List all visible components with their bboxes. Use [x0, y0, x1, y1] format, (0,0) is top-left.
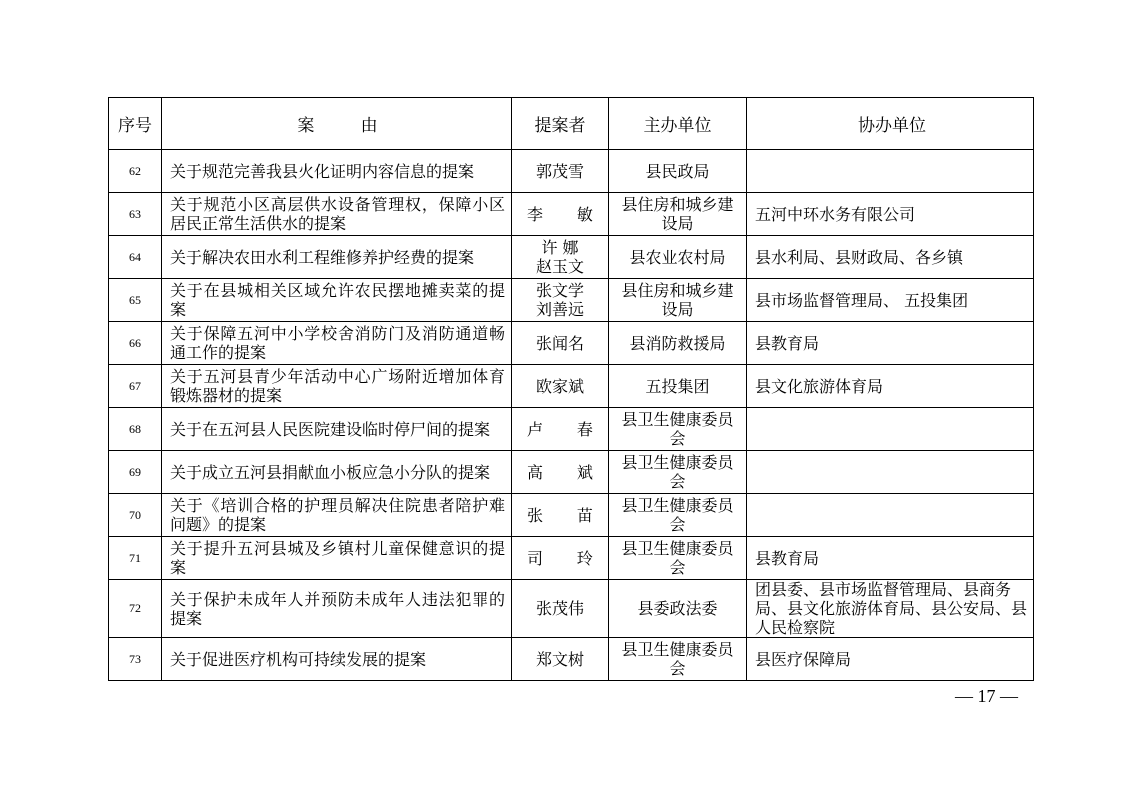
- row-proposer-name: 李 敏: [527, 204, 608, 224]
- row-cooperator: [747, 494, 1034, 537]
- row-proposer: 许 娜 赵玉文: [512, 236, 609, 279]
- row-number: 66: [109, 322, 162, 365]
- table-row: [109, 193, 1034, 236]
- row-host: 县卫生健康委员会: [609, 638, 747, 681]
- proposal-table-container: [108, 97, 1034, 681]
- row-proposer: 张闻名: [512, 322, 609, 365]
- row-cooperator: 县教育局: [747, 322, 1034, 365]
- row-proposer: 张文学 刘善远: [512, 279, 609, 322]
- header-subject-label: 案 由: [297, 116, 398, 136]
- row-subject: 关于在县城相关区域允许农民摆地摊卖菜的提案: [162, 279, 512, 322]
- row-proposer: [512, 537, 609, 580]
- header-cooperator: 协办单位: [747, 98, 1034, 150]
- row-subject: 关于五河县青少年活动中心广场附近增加体育锻炼器材的提案: [162, 365, 512, 408]
- table-row: [109, 638, 1034, 681]
- row-proposer: 张茂伟: [512, 580, 609, 638]
- row-proposer: [512, 451, 609, 494]
- row-proposer: 欧家斌: [512, 365, 609, 408]
- row-number: 64: [109, 236, 162, 279]
- row-proposer-name: 司 玲: [527, 548, 608, 568]
- row-proposer: 郑文树: [512, 638, 609, 681]
- row-subject: 关于规范小区高层供水设备管理权，保障小区居民正常生活供水的提案: [162, 193, 512, 236]
- row-host: 县消防救援局: [609, 322, 747, 365]
- header-no: 序号: [109, 98, 162, 150]
- row-subject: 关于促进医疗机构可持续发展的提案: [162, 638, 512, 681]
- table-row: [109, 580, 1034, 638]
- table-row: [109, 322, 1034, 365]
- table-row: [109, 150, 1034, 193]
- row-proposer-name: 高 斌: [527, 462, 608, 482]
- row-subject: 关于在五河县人民医院建设临时停尸间的提案: [162, 408, 512, 451]
- row-cooperator: 五河中环水务有限公司: [747, 193, 1034, 236]
- header-proposer: 提案者: [512, 98, 609, 150]
- row-host: 县卫生健康委员会: [609, 408, 747, 451]
- row-proposer-name: 卢 春: [527, 419, 608, 439]
- page-number: — 17 —: [955, 686, 1018, 706]
- row-subject: 关于规范完善我县火化证明内容信息的提案: [162, 150, 512, 193]
- row-number: 73: [109, 638, 162, 681]
- row-cooperator: 县教育局: [747, 537, 1034, 580]
- row-host: 县卫生健康委员会: [609, 537, 747, 580]
- row-host: 县委政法委: [609, 580, 747, 638]
- row-cooperator: 县文化旅游体育局: [747, 365, 1034, 408]
- table-header-row: [109, 98, 1034, 150]
- row-cooperator: 县水利局、县财政局、各乡镇: [747, 236, 1034, 279]
- header-subject: [162, 98, 512, 150]
- table-row: [109, 236, 1034, 279]
- row-number: 68: [109, 408, 162, 451]
- row-proposer-name: 张 苗: [527, 505, 608, 525]
- row-subject: 关于保障五河中小学校舍消防门及消防通道畅通工作的提案: [162, 322, 512, 365]
- row-proposer: [512, 408, 609, 451]
- row-number: 72: [109, 580, 162, 638]
- table-row: [109, 408, 1034, 451]
- row-number: 65: [109, 279, 162, 322]
- row-proposer: 郭茂雪: [512, 150, 609, 193]
- row-number: 70: [109, 494, 162, 537]
- header-host: 主办单位: [609, 98, 747, 150]
- row-subject: 关于《培训合格的护理员解决住院患者陪护难问题》的提案: [162, 494, 512, 537]
- row-subject: 关于保护未成年人并预防未成年人违法犯罪的提案: [162, 580, 512, 638]
- row-cooperator: [747, 408, 1034, 451]
- row-cooperator: 县市场监督管理局、 五投集团: [747, 279, 1034, 322]
- row-host: 县农业农村局: [609, 236, 747, 279]
- proposal-table: [108, 97, 1034, 681]
- row-number: 71: [109, 537, 162, 580]
- table-row: [109, 279, 1034, 322]
- row-subject: 关于提升五河县城及乡镇村儿童保健意识的提案: [162, 537, 512, 580]
- row-host: 五投集团: [609, 365, 747, 408]
- row-cooperator: [747, 150, 1034, 193]
- row-number: 67: [109, 365, 162, 408]
- row-subject: 关于成立五河县捐献血小板应急小分队的提案: [162, 451, 512, 494]
- row-cooperator: [747, 451, 1034, 494]
- table-row: [109, 537, 1034, 580]
- table-row: [109, 494, 1034, 537]
- row-subject: 关于解决农田水利工程维修养护经费的提案: [162, 236, 512, 279]
- row-host: 县民政局: [609, 150, 747, 193]
- row-proposer: [512, 193, 609, 236]
- row-cooperator: 团县委、县市场监督管理局、县商务局、县文化旅游体育局、县公安局、县人民检察院: [747, 580, 1034, 638]
- row-host: 县卫生健康委员会: [609, 451, 747, 494]
- row-host: 县卫生健康委员会: [609, 494, 747, 537]
- row-host: 县住房和城乡建设局: [609, 279, 747, 322]
- table-row: [109, 365, 1034, 408]
- row-number: 62: [109, 150, 162, 193]
- row-number: 69: [109, 451, 162, 494]
- table-row: [109, 451, 1034, 494]
- row-host: 县住房和城乡建设局: [609, 193, 747, 236]
- row-cooperator: 县医疗保障局: [747, 638, 1034, 681]
- row-number: 63: [109, 193, 162, 236]
- row-proposer: [512, 494, 609, 537]
